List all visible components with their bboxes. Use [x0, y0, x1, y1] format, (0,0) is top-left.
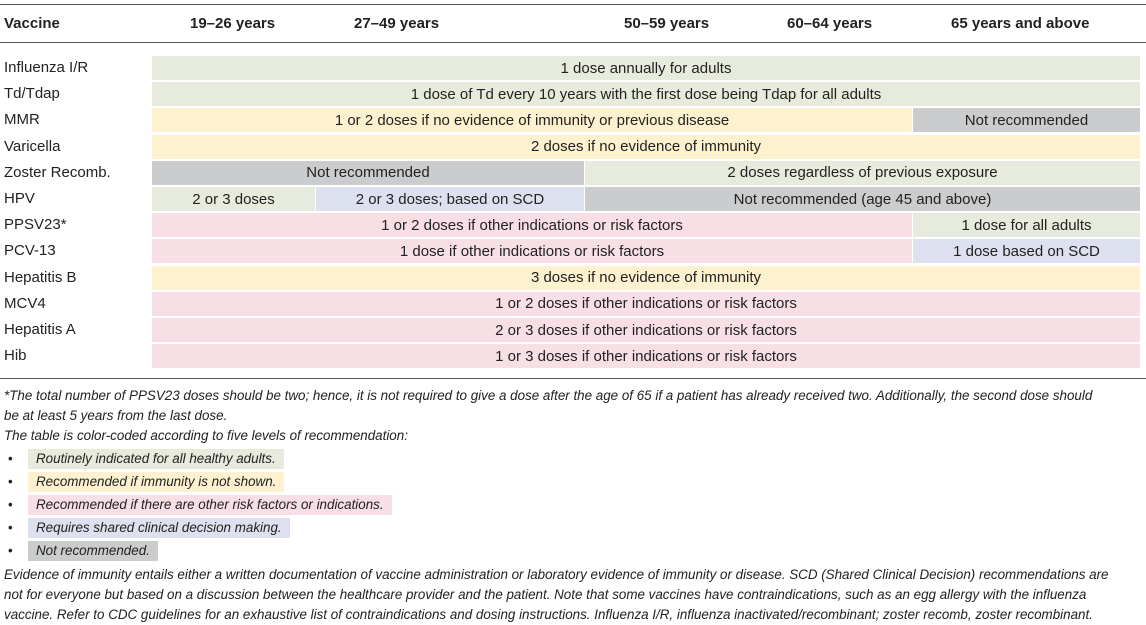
recommendation-cell: 1 or 3 doses if other indications or risk factors	[152, 344, 1140, 368]
recommendation-cell: 1 dose of Td every 10 years with the first dose being Tdap for all adults	[152, 82, 1140, 106]
bullet-icon: •	[8, 474, 13, 489]
vaccine-name: MMR	[4, 111, 40, 129]
footnote-line: be at least 5 years from the last dose.	[4, 408, 228, 423]
recommendation-cell: 1 dose if other indications or risk factors	[152, 239, 912, 263]
header-vaccine: Vaccine	[4, 15, 60, 32]
vaccine-name: PPSV23*	[4, 216, 67, 234]
vaccine-name: Td/Tdap	[4, 85, 60, 103]
legend-swatch-pink: Recommended if there are other risk factors or indications.	[28, 495, 392, 515]
recommendation-cell: 3 doses if no evidence of immunity	[152, 266, 1140, 290]
header-age-65-plus: 65 years and above	[951, 15, 1090, 32]
vaccine-name: HPV	[4, 190, 35, 207]
recommendation-cell: 1 dose for all adults	[913, 213, 1140, 237]
recommendation-cell: 2 doses regardless of previous exposure	[585, 161, 1140, 185]
recommendation-cell: Not recommended	[913, 108, 1140, 132]
vaccine-name: Hib	[4, 347, 27, 365]
recommendation-cell: 2 or 3 doses; based on SCD	[316, 187, 584, 211]
bullet-icon: •	[8, 497, 13, 512]
legend-item	[4, 449, 1144, 469]
header-bottom-rule	[0, 42, 1146, 43]
recommendation-cell: 2 or 3 doses if other indications or risk factors	[152, 318, 1140, 342]
recommendation-cell: 1 or 2 doses if no evidence of immunity or previous disease	[152, 108, 912, 132]
recommendation-cell: 1 or 2 doses if other indications or risk factors	[152, 292, 1140, 316]
legend-item	[4, 472, 1144, 492]
header-age-27-49: 27–49 years	[354, 15, 440, 32]
bullet-icon: •	[8, 451, 13, 466]
recommendation-cell: 2 or 3 doses	[152, 187, 315, 211]
evidence-line: Evidence of immunity entails either a written documentation of vaccine administration or laboratory evidence of immunity or disease. SCD (Shared Clinical Decision) recommendations are	[4, 567, 1109, 582]
evidence-line: vaccine. Refer to CDC guidelines for an exhaustive list of contraindications and dosing instructions. Influenza I/R, influenza inactivated/recombinant; zoster recomb, zoster recombinant.	[4, 607, 1093, 622]
legend-swatch-green: Routinely indicated for all healthy adults.	[28, 449, 284, 469]
color-legend	[4, 449, 1144, 561]
vaccine-name: MCV4	[4, 294, 46, 312]
vaccine-name: Zoster Recomb.	[4, 163, 111, 181]
table-bottom-rule	[0, 378, 1146, 379]
vaccine-name: Varicella	[4, 137, 61, 155]
vaccine-name: Influenza I/R	[4, 59, 89, 76]
vaccine-name: Hepatitis B	[4, 268, 77, 286]
recommendation-cell: 1 dose based on SCD	[913, 239, 1140, 263]
recommendation-cell: Not recommended (age 45 and above)	[585, 187, 1140, 211]
bullet-icon: •	[8, 520, 13, 535]
legend-intro: The table is color-coded according to five levels of recommendation:	[4, 428, 408, 443]
legend-item	[4, 495, 1144, 515]
recommendation-cell: Not recommended	[152, 161, 584, 185]
footnotes	[4, 386, 1144, 625]
table-top-rule	[0, 4, 1146, 5]
bullet-icon: •	[8, 543, 13, 558]
legend-swatch-gray: Not recommended.	[28, 541, 158, 561]
legend-swatch-yellow: Recommended if immunity is not shown.	[28, 472, 284, 492]
footnote-line: *The total number of PPSV23 doses should be two; hence, it is not required to give a dose after the age of 65 if a patient has already received two. Additionally, the second dose should	[4, 388, 1093, 403]
recommendation-cell: 1 or 2 doses if other indications or risk factors	[152, 213, 912, 237]
legend-swatch-blue: Requires shared clinical decision making.	[28, 518, 290, 538]
header-age-60-64: 60–64 years	[787, 15, 873, 32]
recommendation-cell: 2 doses if no evidence of immunity	[152, 135, 1140, 159]
vaccine-name: Hepatitis A	[4, 321, 76, 338]
evidence-line: not for everyone but based on a discussion between the healthcare provider and the patient. Note that some vaccines have contraindications, such as an egg allergy with the influenza	[4, 587, 1087, 602]
recommendation-cell: 1 dose annually for adults	[152, 56, 1140, 80]
legend-item	[4, 541, 1144, 561]
legend-item	[4, 518, 1144, 538]
header-age-50-59: 50–59 years	[624, 15, 710, 32]
vaccine-name: PCV-13	[4, 242, 56, 260]
header-age-19-26: 19–26 years	[190, 15, 276, 32]
